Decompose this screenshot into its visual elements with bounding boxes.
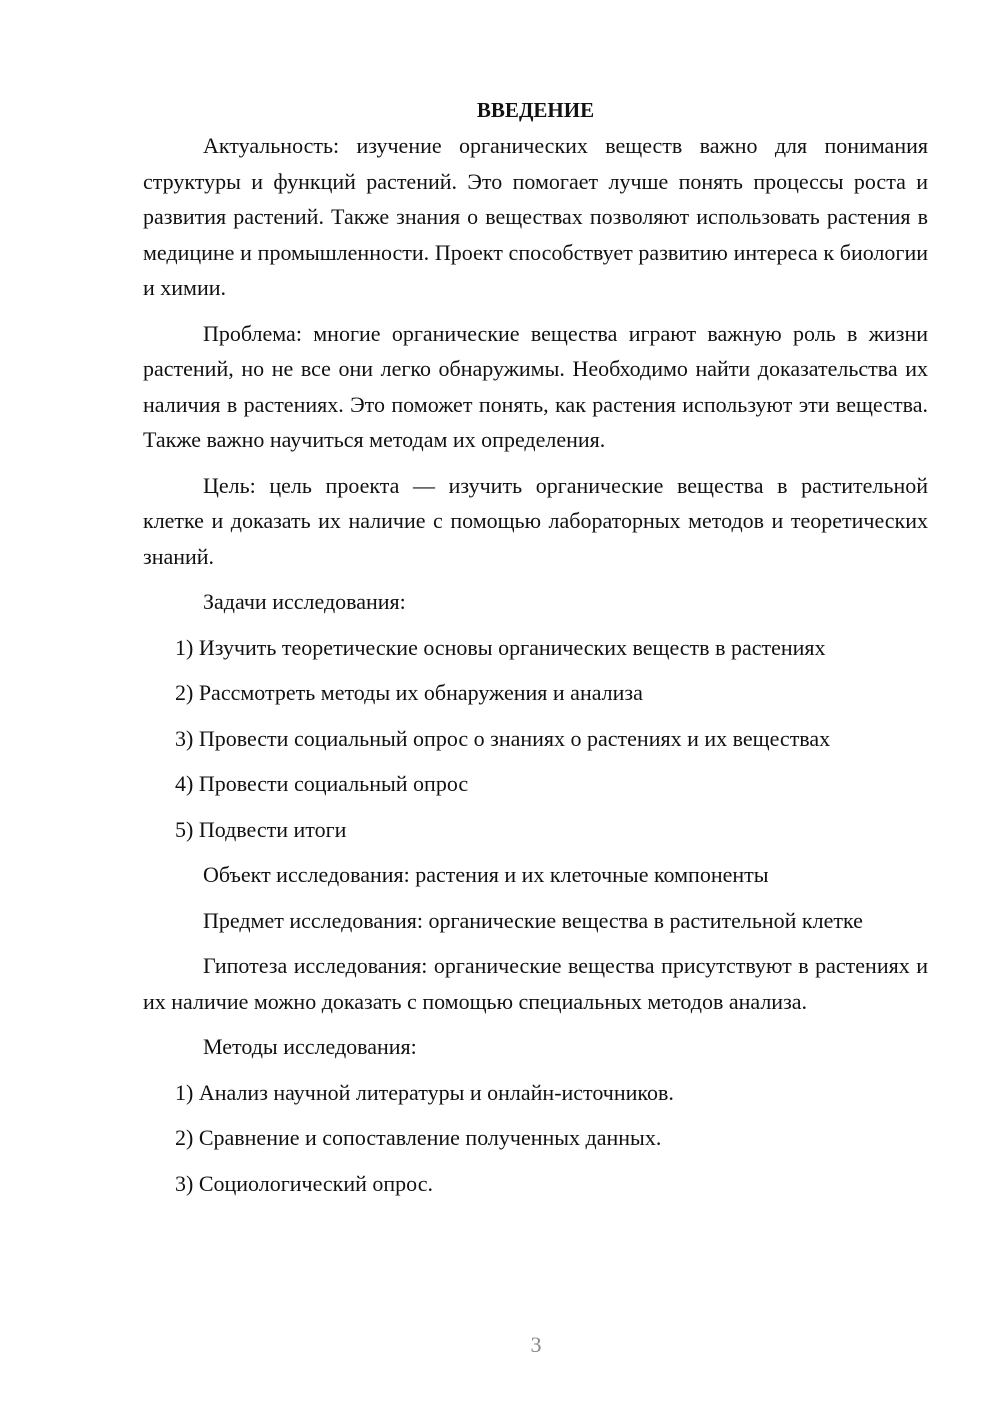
method-item: 2) Сравнение и сопоставление полученных данных. [175, 1125, 662, 1150]
method-item: 3) Социологический опрос. [175, 1170, 433, 1196]
document-body [143, 92, 928, 1211]
tasks-heading: Задачи исследования: [203, 589, 406, 614]
subject-paragraph: Предмет исследования: органические вещества в растительной клетке [203, 907, 863, 933]
object-paragraph: Объект исследования: растения и их клеточные компоненты [203, 862, 769, 887]
method-item: 1) Анализ научной литературы и онлайн-источников. [175, 1079, 674, 1105]
task-item: 5) Подвести итоги [175, 816, 347, 842]
goal-paragraph: Цель: цель проекта — изучить органические вещества в растительной клетке и доказать их наличие с помощью лабораторных методов и теоретических знаний. [143, 472, 928, 569]
tasks-list [143, 630, 928, 848]
hypothesis-paragraph: Гипотеза исследования: органические вещества присутствуют в растениях и их наличие можно доказать с помощью специальных методов анализа. [143, 953, 928, 1014]
task-item: 2) Рассмотреть методы их обнаружения и анализа [175, 680, 643, 705]
task-item: 3) Провести социальный опрос о знаниях о растениях и их веществах [175, 725, 831, 751]
relevance-paragraph: Актуальность: изучение органических веществ важно для понимания структуры и функций растений. Это помогает лучше понять процессы роста и развития растений. Также знания о веществах позволяют использовать растения в медицине и промышленности. Проект способствует развитию интереса к биологии и химии. [143, 133, 928, 300]
task-item: 4) Провести социальный опрос [175, 771, 469, 796]
problem-paragraph: Проблема: многие органические вещества играют важную роль в жизни растений, но не все они легко обнаружимы. Необходимо найти доказательства их наличия в растениях. Это поможет понять, как растения используют эти вещества. Также важно научиться методам их определения. [143, 320, 928, 452]
page-number: 3 [530, 1332, 542, 1357]
methods-heading: Методы исследования: [203, 1034, 417, 1059]
section-title: ВВЕДЕНИЕ [476, 98, 595, 122]
methods-list [143, 1075, 928, 1202]
task-item: 1) Изучить теоретические основы органических веществ в растениях [175, 634, 826, 660]
